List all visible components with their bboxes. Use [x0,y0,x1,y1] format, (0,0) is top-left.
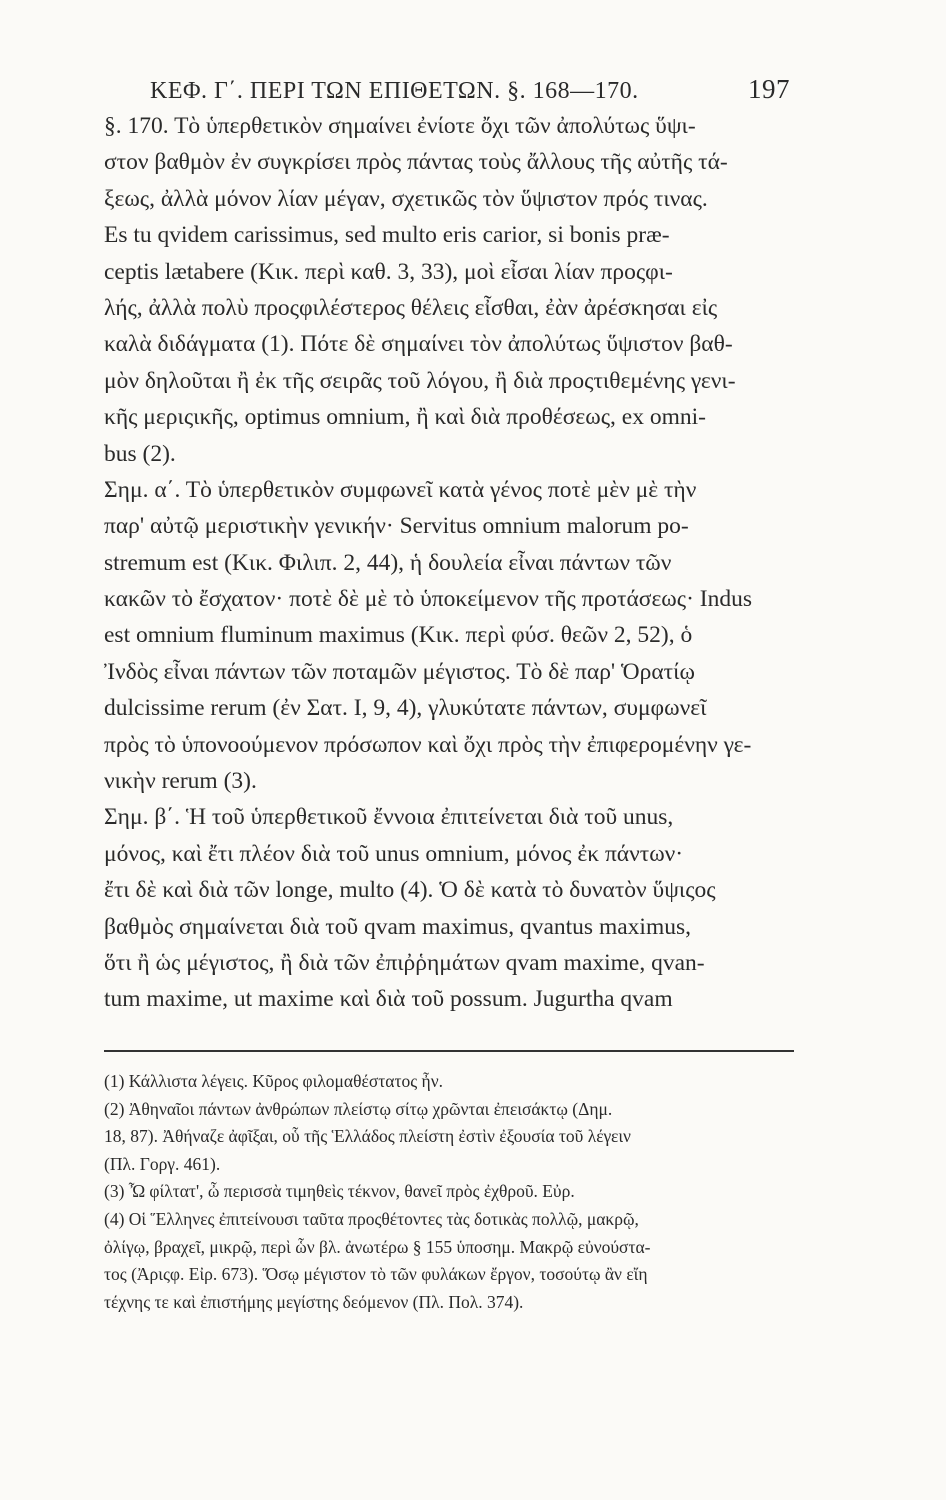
text-line: λής, ἀλλὰ πολὺ προςφιλέστερος θέλεις εἶσθαι, ἐὰν ἀρέσκησαι εἰς [104,294,718,321]
text-line: ξεως, ἀλλὰ μόνον λίαν μέγαν, σχετικῶς τὸν ὕψιστον πρός τινας. [104,185,708,212]
footnote-line: (4) Οἱ Ἕλληνες ἐπιτείνουσι ταῦτα προςθέτοντες τὰς δοτικὰς πολλῷ, μακρῷ, [104,1208,639,1229]
text-line: est omnium fluminum maximus (Κικ. περὶ φύσ. θεῶν 2, 52), ὁ [104,622,693,649]
text-line: κῆς μεριςικῆς, optimus omnium, ἢ καὶ διὰ προθέσεως, ex omni- [104,404,706,431]
main-text [104,108,794,1018]
text-line: ὅτι ἢ ὡς μέγιστος, ἢ διὰ τῶν ἐπιῤῥημάτων qvam maxime, qvan- [104,949,705,976]
text-line: bus (2). [104,440,176,467]
running-header [150,74,790,105]
text-line: πρὸς τὸ ὑπονοούμενον πρόσωπον καὶ ὄχι πρὸς τὴν ἐπιφερομένην γε- [104,731,752,758]
text-line: tum maxime, ut maxime καὶ διὰ τοῦ possum. Jugurtha qvam [104,986,673,1013]
page-number: 197 [748,74,790,104]
footnote-line: ὀλίγῳ, βραχεῖ, μικρῷ, περὶ ὧν βλ. ἀνωτέρω § 155 ὑποσημ. Μακρῷ εὐνούστα- [104,1236,651,1257]
footnote-divider [104,1050,794,1052]
text-line: βαθμὸς σημαίνεται διὰ τοῦ qvam maximus, qvantus maximus, [104,913,691,940]
text-line: §. 170. Τὸ ὑπερθετικὸν σημαίνει ἐνίοτε ὄχι τῶν ἀπολύτως ὕψι- [104,113,696,139]
text-line: στον βαθμὸν ἐν συγκρίσει πρὸς πάντας τοὺς ἄλλους τῆς αὐτῆς τά- [104,149,728,176]
footnote-line: (Πλ. Γοργ. 461). [104,1153,221,1174]
text-line: μόνος, καὶ ἔτι πλέον διὰ τοῦ unus omnium, μόνος ἐκ πάντων· [104,840,684,867]
text-line: Σημ. α΄. Τὸ ὑπερθετικὸν συμφωνεῖ κατὰ γένος ποτὲ μὲν μὲ τὴν [104,476,697,503]
text-line: stremum est (Κικ. Φιλιπ. 2, 44), ἡ δουλεία εἶναι πάντων τῶν [104,549,672,576]
footnote-line: (3) Ὦ φίλτατ', ὦ περισσὰ τιμηθεὶς τέκνον, θανεῖ πρὸς ἐχθροῦ. Εὐρ. [104,1181,575,1202]
footnote-line: (2) Ἀθηναῖοι πάντων ἀνθρώπων πλείστῳ σίτῳ χρῶνται ἐπεισάκτῳ (Δημ. [104,1098,613,1119]
text-line: ἔτι δὲ καὶ διὰ τῶν longe, multo (4). Ὁ δὲ κατὰ τὸ δυνατὸν ὕψιςος [104,877,716,904]
text-line: ceptis lætabere (Κικ. περὶ καθ. 3, 33), μοὶ εἶσαι λίαν προςφι- [104,258,673,285]
text-line: Es tu qvidem carissimus, sed multo eris carior, si bonis præ- [104,222,670,249]
footnote-line: τέχνης τε καὶ ἐπιστήμης μεγίστης δεόμενον (Πλ. Πολ. 374). [104,1291,524,1312]
text-line: μὸν δηλοῦται ἢ ἐκ τῆς σειρᾶς τοῦ λόγου, ἢ διὰ προςτιθεμένης γενι- [104,367,736,394]
text-line: dulcissime rerum (ἐν Σατ. I, 9, 4), γλυκύτατε πάντων, συμφωνεῖ [104,695,707,722]
footnotes [104,1068,794,1316]
footnote-line: 18, 87). Ἀθήναζε ἀφῖξαι, οὗ τῆς Ἑλλάδος πλείστη ἐστὶν ἐξουσία τοῦ λέγειν [104,1126,631,1147]
text-line: παρ' αὐτῷ μεριστικὴν γενικήν· Servitus omnium malorum po- [104,513,689,540]
footnote-line: (1) Κάλλιστα λέγεις. Κῦρος φιλομαθέστατος ἦν. [104,1071,443,1091]
text-line: Ἰνδὸς εἶναι πάντων τῶν ποταμῶν μέγιστος. Τὸ δὲ παρ' Ὁρατίῳ [104,658,695,685]
text-line: νικὴν rerum (3). [104,768,257,795]
text-line: Σημ. β΄. Ἡ τοῦ ὑπερθετικοῦ ἔννοια ἐπιτείνεται διὰ τοῦ unus, [104,804,674,831]
running-title: ΚΕΦ. Γ΄. ΠΕΡΙ ΤΩΝ ΕΠΙΘΕΤΩΝ. §. 168—170. [150,78,639,104]
footnote-line: τος (Ἀριςφ. Εἰρ. 673). Ὅσῳ μέγιστον τὸ τῶν φυλάκων ἔργον, τοσούτῳ ἂν εἴη [104,1264,648,1285]
text-line: καλὰ διδάγματα (1). Πότε δὲ σημαίνει τὸν ἀπολύτως ὕψιστον βαθ- [104,331,733,358]
text-line: κακῶν τὸ ἔσχατον· ποτὲ δὲ μὲ τὸ ὑποκείμενον τῆς προτάσεως· Indus [104,586,753,613]
